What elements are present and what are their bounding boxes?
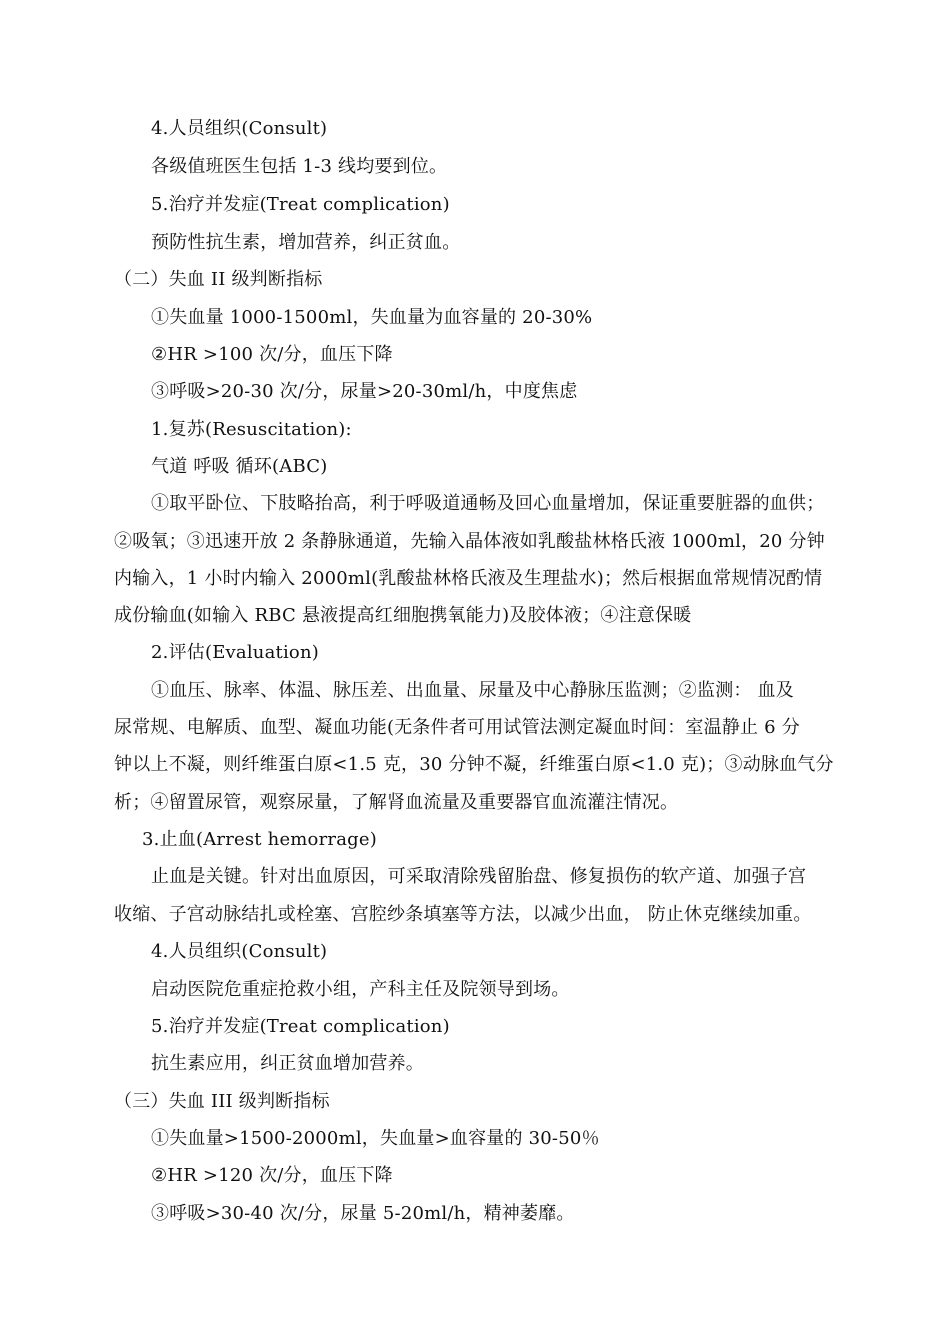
paragraph-resuscitation-line-4: 成份输血(如输入 RBC 悬液提高红细胞携氧能力)及胶体液；④注意保暖 <box>114 605 692 626</box>
paragraph-resuscitation-line-3: 内输入，1 小时内输入 2000ml(乳酸盐林格氏液及生理盐水)；然后根据血常规情况酌情 <box>114 568 823 589</box>
paragraph-consult-text: 各级值班医生包括 1-3 线均要到位。 <box>151 156 448 177</box>
section-heading-treat-complication: 5.治疗并发症(Treat complication) <box>151 194 450 215</box>
criterion-respiration: ③呼吸>20-30 次/分，尿量>20-30ml/h，中度焦虑 <box>151 381 578 402</box>
criterion-blood-loss-3: ①失血量>1500-2000ml，失血量>血容量的 30-50％ <box>151 1128 600 1149</box>
paragraph-evaluation-line-4: 析；④留置尿管，观察尿量，了解肾血流量及重要器官血流灌注情况。 <box>114 792 679 813</box>
criterion-heart-rate: ②HR >100 次/分，血压下降 <box>151 344 393 365</box>
section-heading-level-3: （三）失血 III 级判断指标 <box>114 1091 330 1112</box>
paragraph-resuscitation-line-1: ①取平卧位、下肢略抬高，利于呼吸道通畅及回心血量增加，保证重要脏器的血供； <box>151 493 825 514</box>
section-heading-arrest-hemorrage: 3.止血(Arrest hemorrage) <box>142 829 377 850</box>
section-heading-consult-2: 4.人员组织(Consult) <box>151 941 328 962</box>
paragraph-hemostasis-line-1: 止血是关键。针对出血原因，可采取清除残留胎盘、修复损伤的软产道、加强子宫 <box>151 866 807 887</box>
criterion-respiration-3: ③呼吸>30-40 次/分，尿量 5-20ml/h，精神萎靡。 <box>151 1203 575 1224</box>
paragraph-complication-text: 预防性抗生素，增加营养，纠正贫血。 <box>151 232 461 253</box>
paragraph-resuscitation-line-2: ②吸氧；③迅速开放 2 条静脉通道，先输入晶体液如乳酸盐林格氏液 1000ml，20 分钟 <box>114 531 825 552</box>
paragraph-evaluation-line-2: 尿常规、电解质、血型、凝血功能(无条件者可用试管法测定凝血时间：室温静止 6 分 <box>114 717 800 738</box>
section-heading-level-2: （二）失血 II 级判断指标 <box>114 269 323 290</box>
criterion-blood-loss: ①失血量 1000-1500ml，失血量为血容量的 20-30% <box>151 307 593 328</box>
paragraph-abc: 气道 呼吸 循环(ABC) <box>151 456 328 477</box>
paragraph-evaluation-line-1: ①血压、脉率、体温、脉压差、出血量、尿量及中心静脉压监测；②监测： 血及 <box>151 680 794 701</box>
section-heading-treat-complication-2: 5.治疗并发症(Treat complication) <box>151 1016 450 1037</box>
section-heading-consult: 4.人员组织(Consult) <box>151 118 328 139</box>
section-heading-resuscitation: 1.复苏(Resuscitation): <box>151 419 352 440</box>
paragraph-evaluation-line-3: 钟以上不凝，则纤维蛋白原<1.5 克，30 分钟不凝，纤维蛋白原<1.0 克)；③动脉血气分 <box>114 754 834 775</box>
paragraph-consult-2-text: 启动医院危重症抢救小组，产科主任及院领导到场。 <box>151 979 570 1000</box>
paragraph-complication-2-text: 抗生素应用，纠正贫血增加营养。 <box>151 1053 424 1074</box>
paragraph-hemostasis-line-2: 收缩、子宫动脉结扎或栓塞、宫腔纱条填塞等方法，以减少出血， 防止休克继续加重。 <box>114 904 812 925</box>
section-heading-evaluation: 2.评估(Evaluation) <box>151 642 319 663</box>
criterion-heart-rate-3: ②HR >120 次/分，血压下降 <box>151 1165 393 1186</box>
